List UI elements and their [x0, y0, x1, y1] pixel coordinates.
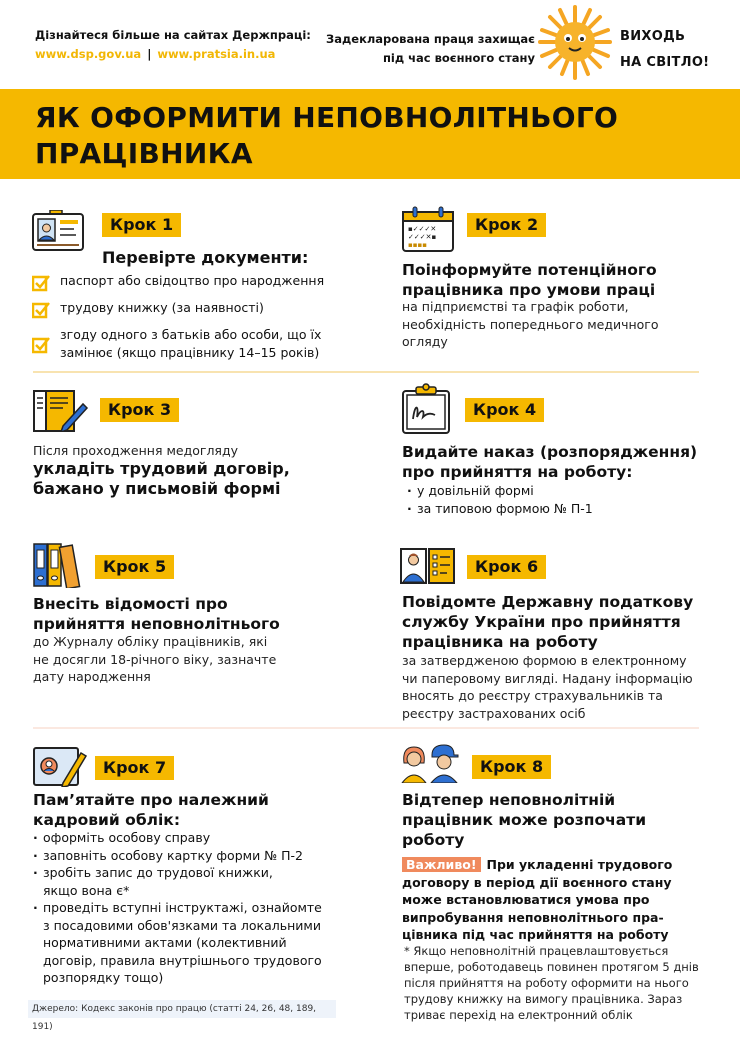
step-6-body: за затвердженою формою в електронному чи паперовому вигляді. Надану інформацію вносять до реєстру страхувальників та реєстру застрахованих осіб	[402, 653, 693, 721]
step-2-label: Крок 2	[467, 213, 546, 237]
link-pratsia[interactable]: www.pratsia.in.ua	[157, 47, 276, 61]
contract-pen-icon	[33, 390, 89, 436]
step-3-intro: Після проходження медогляду	[33, 443, 238, 458]
list-item: · у довільній формі	[405, 482, 593, 500]
step-4-label: Крок 4	[465, 398, 544, 422]
header-slogan	[620, 24, 709, 76]
step-6-heading: Повідомте Державну податкову службу України про прийняття працівника на роботу	[402, 593, 694, 651]
title-line2: ПРАЦІВНИКА	[35, 137, 253, 170]
checklist-item: трудову книжку (за наявності)	[32, 299, 352, 319]
tagline-line2: під час воєнного стану	[382, 51, 535, 65]
svg-text:✓✓✓✕▪: ✓✓✓✕▪	[408, 233, 437, 241]
step-2-heading: Поінформуйте потенційного працівника про умови праці	[402, 261, 657, 299]
step-7-heading: Пам’ятайте про належний кадровий облік:	[33, 791, 269, 829]
step-1-checklist	[32, 272, 352, 368]
step-3-heading: укладіть трудовий договір, бажано у письмовій формі	[33, 459, 290, 498]
header-tagline	[300, 30, 535, 68]
row-divider	[33, 727, 699, 729]
source-note: Джерело: Кодекс законів про працю (статті 24, 26, 48, 189, 191)	[28, 1000, 336, 1018]
learn-more-text: Дізнайтеся більше на сайтах Держпраці:	[35, 28, 311, 42]
profile-pencil-icon	[33, 747, 89, 791]
row-divider	[33, 371, 699, 373]
title-line1: ЯК ОФОРМИТИ НЕПОВНОЛІТНЬОГО	[35, 101, 619, 134]
clipboard-signature-icon	[401, 383, 451, 439]
checklist-item: згоду одного з батьків або особи, що їх замінює (якщо працівнику 14–15 років)	[32, 326, 352, 361]
list-item: · проведіть вступні інструктажі, ознайомте з посадовими обов'язками та локальними нормативними актами (колективний договір, правила внутрішнього трудового розпорядку тощо)	[31, 899, 361, 987]
step-8-footnote: * Якщо неповнолітній працевлаштовується вперше, роботодавець повинен протягом 5 днів після прийняття на роботу оформити на нього трудову книжку на вимогу працівника. Зараз триває перехід на електронний облік	[404, 944, 699, 1022]
id-card-icon	[32, 210, 84, 256]
step-7-bullets	[31, 829, 361, 987]
slogan-line1: ВИХОДЬ	[620, 29, 686, 44]
sun-mascot-icon	[530, 2, 620, 82]
step-4-bullets	[405, 482, 593, 517]
list-item: · оформіть особову справу	[31, 829, 361, 847]
checklist-item: паспорт або свідоцтво про народження	[32, 272, 352, 292]
step-5-label: Крок 5	[95, 555, 174, 579]
step-5-heading: Внесіть відомості про прийняття неповнолітнього	[33, 595, 280, 633]
page-title	[35, 100, 618, 172]
slogan-line2: НА СВІТЛО!	[620, 55, 710, 70]
important-badge: Важливо!	[402, 857, 481, 872]
two-workers-icon	[400, 743, 460, 787]
step-5-body: до Журналу обліку працівників, які не досягли 18-річного віку, зазначте дату народження	[33, 634, 277, 684]
svg-text:▪▪▪▪: ▪▪▪▪	[408, 241, 427, 249]
list-item: · заповніть особову картку форми № П-2	[31, 847, 361, 865]
step-7-label: Крок 7	[95, 756, 174, 780]
list-item: · за типовою формою № П-1	[405, 500, 593, 518]
step-1-heading: Перевірте документи:	[102, 248, 309, 267]
check-icon	[32, 274, 50, 292]
header-learn-more	[35, 26, 311, 64]
step-8-label: Крок 8	[472, 755, 551, 779]
step-2-body: на підприємстві та графік роботи, необхідність попереднього медичного огляду	[402, 299, 659, 349]
tagline-line1: Задекларована праця захищає	[326, 32, 535, 46]
step-3-label: Крок 3	[100, 398, 179, 422]
link-dsp[interactable]: www.dsp.gov.ua	[35, 47, 142, 61]
check-icon	[32, 301, 50, 319]
link-separator: |	[147, 47, 152, 61]
step-4-heading: Видайте наказ (розпорядження) про прийняття на роботу:	[402, 443, 698, 481]
step-8-heading: Відтепер неповнолітній працівник може розпочати роботу	[402, 791, 647, 849]
list-item: · зробіть запис до трудової книжки, якщо вона є*	[31, 864, 361, 899]
svg-text:▪✓✓✓✕: ▪✓✓✓✕	[408, 225, 437, 233]
employee-form-icon	[400, 548, 456, 588]
calendar-icon	[402, 206, 454, 256]
binders-icon	[33, 542, 85, 592]
step-6-label: Крок 6	[467, 555, 546, 579]
step-8-important: Важливо! При укладенні трудового договору в період дії воєнного стану може встановлюватися умова про випробування неповнолітнього пра- цівника під час прийняття на роботу	[402, 857, 673, 942]
check-icon	[32, 336, 50, 354]
step-1-label: Крок 1	[102, 213, 181, 237]
